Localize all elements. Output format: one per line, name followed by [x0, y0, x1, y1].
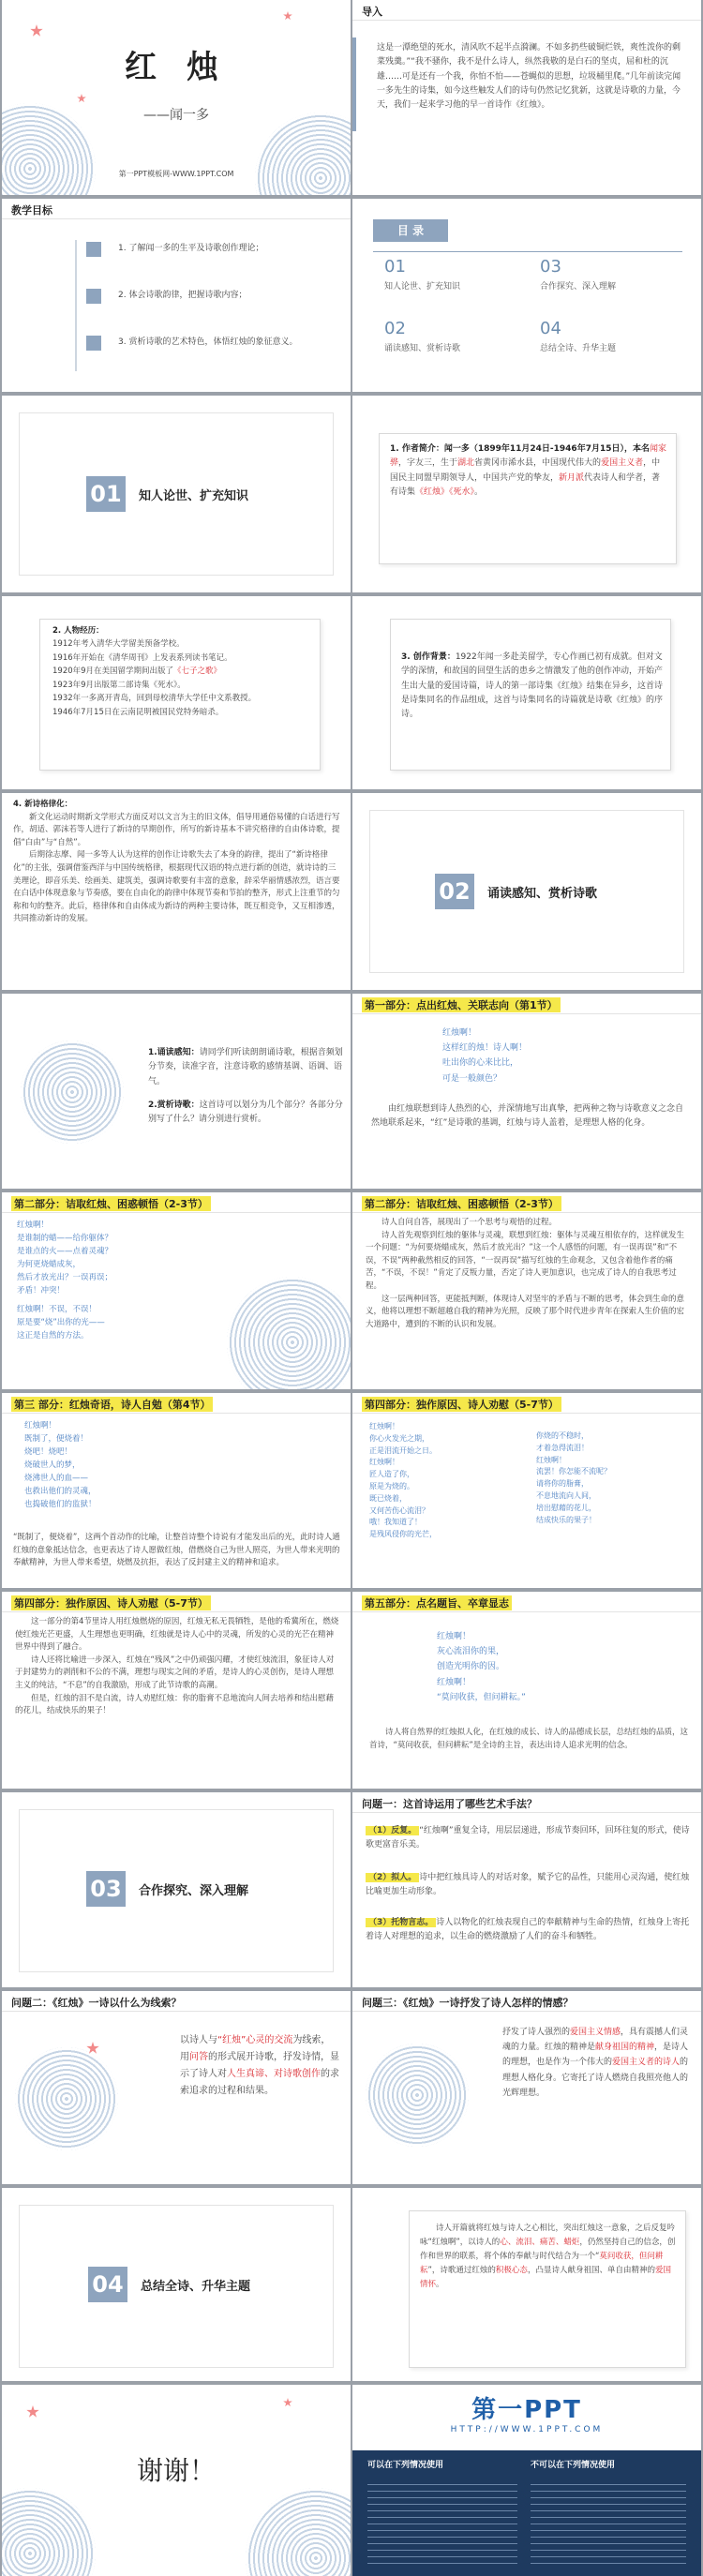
timeline-line	[75, 240, 77, 371]
brand-logo: 第一PPT	[471, 2396, 582, 2424]
experience-line: 1920年9月在美国留学期间出版了《七子之歌》	[52, 666, 222, 677]
school-highlight: 新月派	[559, 472, 585, 483]
goal-item: 2. 体会诗歌韵律，把握诗歌内容；	[118, 291, 247, 300]
poem-excerpt-right: 你烧的不稳时， 才着急得流泪！ 红烛啊！ 流罢！你怎能不流呢？ 请将你的脂膏， 不息地流向人间， 培出慰藉的花儿， 结成快乐的果子！	[536, 1431, 611, 1524]
part-heading: 第二部分：诘取红烛、困惑顿悟（2-3节）	[362, 1196, 561, 1211]
section-number: 02	[435, 874, 474, 909]
slide-header	[352, 1792, 701, 1813]
name-highlight: 闻家骅	[390, 444, 666, 469]
toc-text: 合作探究、深入理解	[540, 282, 617, 292]
question-heading: 问题三：《红烛》一诗抒发了诗人怎样的情感？	[362, 1997, 574, 2009]
experience-line: 1916年开始在《清华周刊》上发表系列读书笔记。	[52, 652, 232, 663]
star-icon	[283, 2398, 292, 2407]
poem-excerpt: 红烛啊！ 灰心流泪你的果， 创造光明你的因。 红烛啊！ “莫问收获，但问耕耘。”	[437, 1632, 526, 1702]
toc-text: 知人论世、扩充知识	[384, 282, 461, 292]
slide-section-03	[2, 1792, 351, 1987]
toc-num: 04	[540, 319, 561, 338]
slide-heading: 教学目标	[11, 204, 52, 217]
part-analysis: 诗人自问自答，展现出了一个思考与观悟的过程。 诗人首先观察到红烛的躯体与灵魂，联想到红烛：躯体与灵魂互相依存的，这样就发生一个问题：“为何要烧蜡成灰，然后才放光出？”这一个人感悟的问题，有一误再误”和“不误，不误”两种截然相反的回答，“一误再误”描写红烛的生命观念，又包含着他作者的痛苦，“不误，不误！”肯定了反叛力量，否定了诗人更加意识，也完成了诗人的自我思考过程。 这一层两种回答，更能抵判断，体现诗人对坚牢的矛盾与不断的思考，体会到生命的意义，他将以理想不断超越自我的精神为光照，反映了那个时代进步青年在探索人生价值的宏大道路中，遭到的不断的认识和发展。	[366, 1218, 685, 1329]
part-heading: 第五部分：点名题旨、卒章显志	[362, 1595, 512, 1610]
slide-header	[352, 994, 701, 1014]
slide-section-02	[352, 793, 701, 990]
star-icon	[283, 11, 292, 21]
answer-text: 以诗人与“红烛”心灵的交流为线索，用问答的形式展开诗歌，抒发诗情，显示了诗人对人生真谛、对诗歌创作的求索追求的过程和结果。	[180, 2035, 339, 2096]
intro-text: 这是一潭绝望的死水，清风吹不起半点漪澜。不如多扔些破铜烂铁，爽性泼你的剩菜残羹。”“我不骚你，我不是什么诗人，纵然我敬的是白石的坚贞，屈和杜的沉雄……可是还有一个我，你怕不怕——苍蝇似的思想，垃圾桶里爬。”几年前读完闻一多先生的诗集，如今这些触发人们的诗句仍然记忆犹新，这就是诗歌的力量，今天，我们一起来学习他的早一首诗作《红烛》。	[377, 43, 681, 111]
poem-excerpt: 红烛啊！ 这样红的烛！诗人啊！ 吐出你的心来比比， 可是一般颜色？	[442, 1028, 528, 1084]
poem-excerpt-left: 红烛啊！ 你心火发光之期， 正是泪流开始之日。 红烛啊！ 匠人造了你， 原是为烧的。 既已烧着， 又何苦伤心流泪？ 哦！我知道了！ 是残风侵你的光芒，	[369, 1422, 437, 1539]
slide-header	[2, 1192, 351, 1213]
part-heading: 第四部分：独作原因、诗人劝慰（5-7节）	[362, 1397, 561, 1412]
slide-part-2-analysis	[352, 1192, 701, 1389]
experience-heading: 2. 人物经历：	[52, 626, 104, 636]
thanks-text: 谢谢！	[136, 2455, 216, 2486]
toc-num: 03	[540, 257, 561, 277]
disallowed-heading: 不可以在下列情况使用	[531, 2461, 616, 2470]
cloud-decoration	[246, 2488, 351, 2576]
slide-license	[352, 2385, 701, 2576]
divider	[373, 251, 682, 252]
contents-label: 目 录	[373, 219, 448, 242]
slide-background	[352, 596, 701, 789]
cloud-decoration	[255, 112, 351, 195]
slide-heading: 导入	[362, 6, 382, 18]
cloud-decoration	[2, 2488, 96, 2576]
question-heading: 问题二：《红烛》一诗以什么为线索？	[11, 1997, 182, 2009]
slide-part-3	[2, 1393, 351, 1588]
slide-header	[2, 199, 351, 219]
part-heading: 第一部分：点出红烛、关联志向（第1节）	[362, 997, 561, 1012]
experience-line: 1932年一多离开青岛，回到母校清华大学任中文系教授。	[52, 694, 257, 704]
section-title: 合作探究、深入理解	[139, 1884, 249, 1898]
slide-header	[2, 1592, 351, 1612]
slide-header	[352, 1393, 701, 1414]
cloud-decoration	[227, 1277, 351, 1389]
part-analysis: “既制了，便烧着”，这两个首动作的比喻，让整首诗整个诗说有才能发出后的光，此时诗人通红烛的意象抵达信念，也更表达了诗人愿做红烛，借燃烧自己为世人照亮，为世人带来光明的奉献精神，为世人带来希望，烧燃及抗拒，表达了反封建主义的精神和追求。	[13, 1533, 340, 1568]
section-number: 01	[86, 476, 126, 512]
part-analysis: 这一部分的第4节里诗人用红烛燃烧的原因，红烛无私无畏牺牲，是他的希冀所在，燃烧使红烛光芒更盛，人生理想也更明确，红烛就是诗人心中的灵魂，所发的心灵的光芒在精神世界中得到了融合。 诗人还将比喻进一步深入，红烛在“残风”之中仍顽强闪耀，才使红烛流泪，象征诗人对于封建势力的剥削和不公的不满，理想与现实之间的矛盾，是诗人的心灵创伤，是诗人理想主义的纯洁，“不息”的自我激励，形成了此节诗歌的高潮。 但是，红烛的泪不是白流，诗人劝慰红烛：你的脂膏不息地流向人间去培养和结出慰藉的花儿，结成快乐的果子！	[15, 1617, 339, 1716]
section-number: 03	[86, 1871, 126, 1907]
slide-title	[2, 0, 351, 195]
slide-intro	[352, 0, 701, 195]
allowed-heading: 可以在下列情况使用	[367, 2461, 444, 2470]
new-poetry-text: 4. 新诗格律化： 新文化运动时期新文学形式方面反对以文言为主的旧文体，倡导用通俗易懂的白话进行写作，胡适、郭沫若等人进行了新诗的早期创作，所写的新诗基本不讲究格律的自由体诗歌，提倡“白由”与“自然”。 后期徐志摩、闻一多等人认为这样的创作让诗歌失去了本身的韵律，提出了“新诗格律化”的主张，强调借鉴西洋与中国传统格律，根据现代汉语的特点进行新的创造，就诗诗的三美理论，即音乐美、绘画美、建筑美，强调诗歌要有丰富的意象，辞采华丽情感浓烈，语言要在白话中体现意象与节奏感，要在自由化的韵律中体现节奏和节拍的整齐，形式上注重节的匀称和句的整齐。此后，格律体和自由体成为新诗的两种主要诗体，既互相竞争，又互相渗透，共同推动新诗的发展。	[13, 800, 340, 924]
toc-num: 02	[384, 319, 406, 338]
slide-author-bio	[352, 396, 701, 592]
slide-question-3	[352, 1991, 701, 2184]
slide-section-01	[2, 396, 351, 592]
toc-num: 01	[384, 257, 406, 277]
slide-question-1	[352, 1792, 701, 1987]
goal-marker	[86, 242, 101, 257]
experience-line: 1912年考入清华大学留美预备学校。	[52, 639, 185, 650]
book-highlight: 《七子之歌》	[173, 666, 222, 677]
section-title: 知人论世、扩充知识	[139, 489, 249, 503]
place-highlight: 湖北	[457, 458, 475, 469]
goal-marker	[86, 289, 101, 304]
answer-item: （3）托物言志。 诗人以物化的红烛表现自己的奉献精神与生命的热情，红烛身上寄托着诗人对理想的追求，以生命的燃烧激励了人们的奋斗和牺牲。	[366, 1918, 690, 1942]
deck-author: ——闻一多	[143, 108, 209, 123]
slide-part-4-poem	[352, 1393, 701, 1588]
reading-task: 1.诵读感知：请同学们听读朗朗诵诗歌，根据音频划分节奏，读准字音，注意诗歌的感情基调、语调、语气。	[148, 1048, 343, 1086]
section-number: 04	[88, 2267, 127, 2302]
cloud-decoration	[366, 2044, 469, 2147]
brand-area	[352, 2385, 701, 2450]
experience-line: 1946年7月15日在云南昆明被国民党特务暗杀。	[52, 707, 224, 717]
license-panel	[352, 2450, 701, 2576]
toc-text: 总结全诗、升华主题	[540, 344, 617, 353]
slide-part-4-analysis	[2, 1592, 351, 1789]
author-bio: 1. 作者简介：闻一多（1899年11月24日-1946年7月15日），本名闻家骅，字友三，生于湖北省黄冈市浠水县，中国现代伟大的爱国主义者，中国民主同盟早期领导人，中国共产党的挚友，新月派代表诗人和学者，著有诗集《红烛》《死水》。	[390, 444, 666, 497]
accent-bar	[352, 37, 356, 131]
slide-header	[352, 1592, 701, 1612]
star-icon	[30, 24, 43, 37]
appreciation-task: 2.赏析诗歌：这首诗可以划分为几个部分？各部分分别写了什么？请分别进行赏析。	[148, 1101, 343, 1125]
experience-line: 1923年9月出版第二部诗集《死水》。	[52, 680, 186, 690]
answer-item: （2）拟人。 诗中把红烛具诗人的对话对象，赋予它的品性，只能用心灵沟通，使红烛比喻更加生动形象。	[366, 1873, 690, 1897]
background-text: 3. 创作背景：1922年闻一多赴美留学，专心作画已初有成就。但对文学的深情，和故国的回望生活的患乡之情激发了他的创作冲动，开始产生出大量的爱国诗篇，诗人的第一部诗集《红烛》结集在异乡，这首诗是诗集同名的作品组成，这首与诗集同名的诗篇就是诗歌《红烛》的序诗。	[401, 652, 664, 720]
cloud-decoration	[21, 1041, 124, 1144]
slide-new-poetry	[2, 793, 351, 990]
star-icon	[77, 94, 86, 103]
slide-header	[2, 1991, 351, 2012]
slide-part-2-poem	[2, 1192, 351, 1389]
deck-title: 红 烛	[125, 49, 228, 86]
goal-marker	[86, 336, 101, 351]
goal-item: 1. 了解闻一多的生平及诗歌创作理论；	[118, 244, 264, 253]
disallowed-list	[531, 2479, 686, 2569]
slide-header	[352, 1192, 701, 1213]
slide-contents	[352, 199, 701, 392]
slide-reading-tasks	[2, 994, 351, 1189]
star-icon	[26, 2405, 39, 2419]
slide-summary	[352, 2188, 701, 2381]
slide-thanks	[2, 2385, 351, 2576]
part-analysis: 由红烛联想到诗人热烈的心，并深情地写出真挚，把两种之物与诗歌意义之念自然地联系起来，“红”是诗歌的基调，红烛与诗人盖着，是理想人格的化身。	[371, 1104, 684, 1129]
question-heading: 问题一：这首诗运用了哪些艺术手法？	[362, 1798, 537, 1810]
part-heading: 第三 部分：红烛奇语，诗人自勉（第4节）	[11, 1397, 213, 1412]
slide-part-1	[352, 994, 701, 1189]
poem-excerpt: 红烛啊！ 是谁制的蜡——给你躯体？ 是谁点的火——点着灵魂？ 为何更烧蜡成灰， 然后才放光出？一误再误； 矛盾！冲突！ 红烛啊！不误，不误！ 原是要“烧”出你的光—— 这正是自然的方法。	[17, 1221, 113, 1341]
slide-header	[352, 1991, 701, 2012]
answer-item: （1）反复。 “红烛啊”重复全诗，用层层递进，形成节奏回环，回环往复的形式，使诗歌更富音乐美。	[366, 1826, 690, 1850]
brand-url: HTTP://WWW.1PPT.COM	[450, 2425, 604, 2434]
part-heading: 第四部分：独作原因、诗人劝慰（5-7节）	[11, 1595, 211, 1610]
slide-goals	[2, 199, 351, 392]
part-analysis: 诗人将自然界的红烛拟人化，在红烛的成长、诗人的品德成长层，总结红烛的品质，这首诗，“莫问收获，但问耕耘”是全诗的主旨，表达出诗人追求光明的信念。	[369, 1728, 689, 1750]
answer-text: 抒发了诗人强烈的爱国主义情感，具有震撼人们灵魂的力量。红烛的精神是献身祖国的精神，是诗人的理想，也是作为一个伟大的爱国主义者的诗人的理想人格化身。它寄托了诗人燃烧自我照亮他人的光辉理想。	[502, 2028, 689, 2098]
site-label: 第一PPT模板网-WWW.1PPT.COM	[118, 170, 234, 178]
slide-section-04	[2, 2188, 351, 2381]
experience-list	[52, 624, 315, 719]
section-title: 诵读感知、赏析诗歌	[487, 887, 598, 901]
summary-text: 诗人开篇就将红烛与诗人之心相比，突出红烛这一意象，之后反复吟咏“红烛啊”，以诗人的心、流泪、痛苦、蜡炬，仍然坚持自己的信念，创作和世界的联系，将个体的奉献与时代结合为一个“莫问收获，但问耕耘”，诗歌通过红烛的积极心态，凸显诗人献身祖国、单自由精神的爱国情怀。	[420, 2224, 676, 2289]
toc-text: 诵读感知、赏析诗歌	[384, 344, 461, 353]
slide-question-2	[2, 1991, 351, 2184]
slide-header	[352, 0, 701, 21]
slide-experience	[2, 596, 351, 789]
slide-header	[2, 1393, 351, 1414]
part-heading: 第二部分：诘取红烛、困惑顿悟（2-3节）	[11, 1196, 211, 1211]
role-highlight: 爱国主义者	[601, 458, 644, 469]
goal-item: 3. 赏析诗歌的艺术特色，体悟红烛的象征意义。	[118, 337, 298, 347]
slide-part-5	[352, 1592, 701, 1789]
allowed-list	[367, 2479, 517, 2569]
works-highlight: 《红烛》《死水》	[415, 487, 475, 497]
section-title: 总结全诗、升华主题	[141, 2280, 251, 2294]
cloud-decoration	[15, 2047, 118, 2150]
poem-excerpt: 红烛啊！ 既制了，便烧着！ 烧吧！烧吧！ 烧破世人的梦， 烧沸世人的血—— 也救出他们的灵魂， 也捣破他们的监狱！	[24, 1421, 97, 1510]
